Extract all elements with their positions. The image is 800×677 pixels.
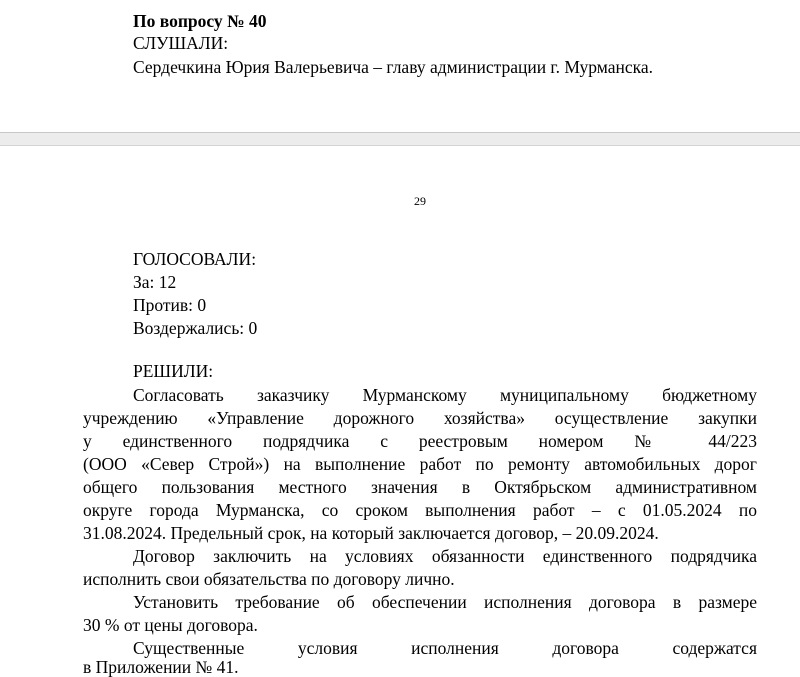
decision-label: РЕШИЛИ: — [133, 361, 214, 381]
votes-label: ГОЛОСОВАЛИ: — [133, 249, 257, 269]
page-break-separator — [0, 132, 800, 146]
votes-abstained: Воздержались: 0 — [133, 318, 258, 338]
contract-terms-line: Договор заключить на условиях обязанности единственного подрядчика — [133, 546, 757, 566]
security-requirement-line: 30 % от цены договора. — [83, 615, 258, 635]
decision-paragraph-line: (ООО «Север Строй») на выполнение работ по ремонту автомобильных дорог — [83, 454, 757, 474]
decision-paragraph-line: у единственного подрядчика с реестровым номером № 44/223 — [83, 431, 757, 451]
contract-terms-line: исполнить свои обязательства по договору лично. — [83, 569, 455, 589]
votes-for: За: 12 — [133, 272, 177, 292]
appendix-reference-line: Существенные условия исполнения договора содержатся — [133, 638, 757, 658]
decision-paragraph-line: округе города Мурманска, со сроком выполнения работ – с 01.05.2024 по — [83, 500, 757, 520]
agenda-item-heading: По вопросу № 40 — [133, 11, 267, 31]
votes-against: Против: 0 — [133, 295, 207, 315]
page-number: 29 — [414, 194, 426, 208]
decision-paragraph-line: Согласовать заказчику Мурманскому муниципальному бюджетному — [133, 385, 757, 405]
heard-label: СЛУШАЛИ: — [133, 33, 229, 53]
security-requirement-line: Установить требование об обеспечении исполнения договора в размере — [133, 592, 757, 612]
decision-paragraph-line: 31.08.2024. Предельный срок, на который заключается договор, – 20.09.2024. — [83, 523, 659, 543]
speaker-line: Сердечкина Юрия Валерьевича – главу администрации г. Мурманска. — [133, 57, 653, 77]
decision-paragraph-line: учреждению «Управление дорожного хозяйства» осуществление закупки — [83, 408, 757, 428]
appendix-reference-line: в Приложении № 41. — [83, 657, 239, 677]
decision-paragraph-line: общего пользования местного значения в Октябрьском административном — [83, 477, 757, 497]
